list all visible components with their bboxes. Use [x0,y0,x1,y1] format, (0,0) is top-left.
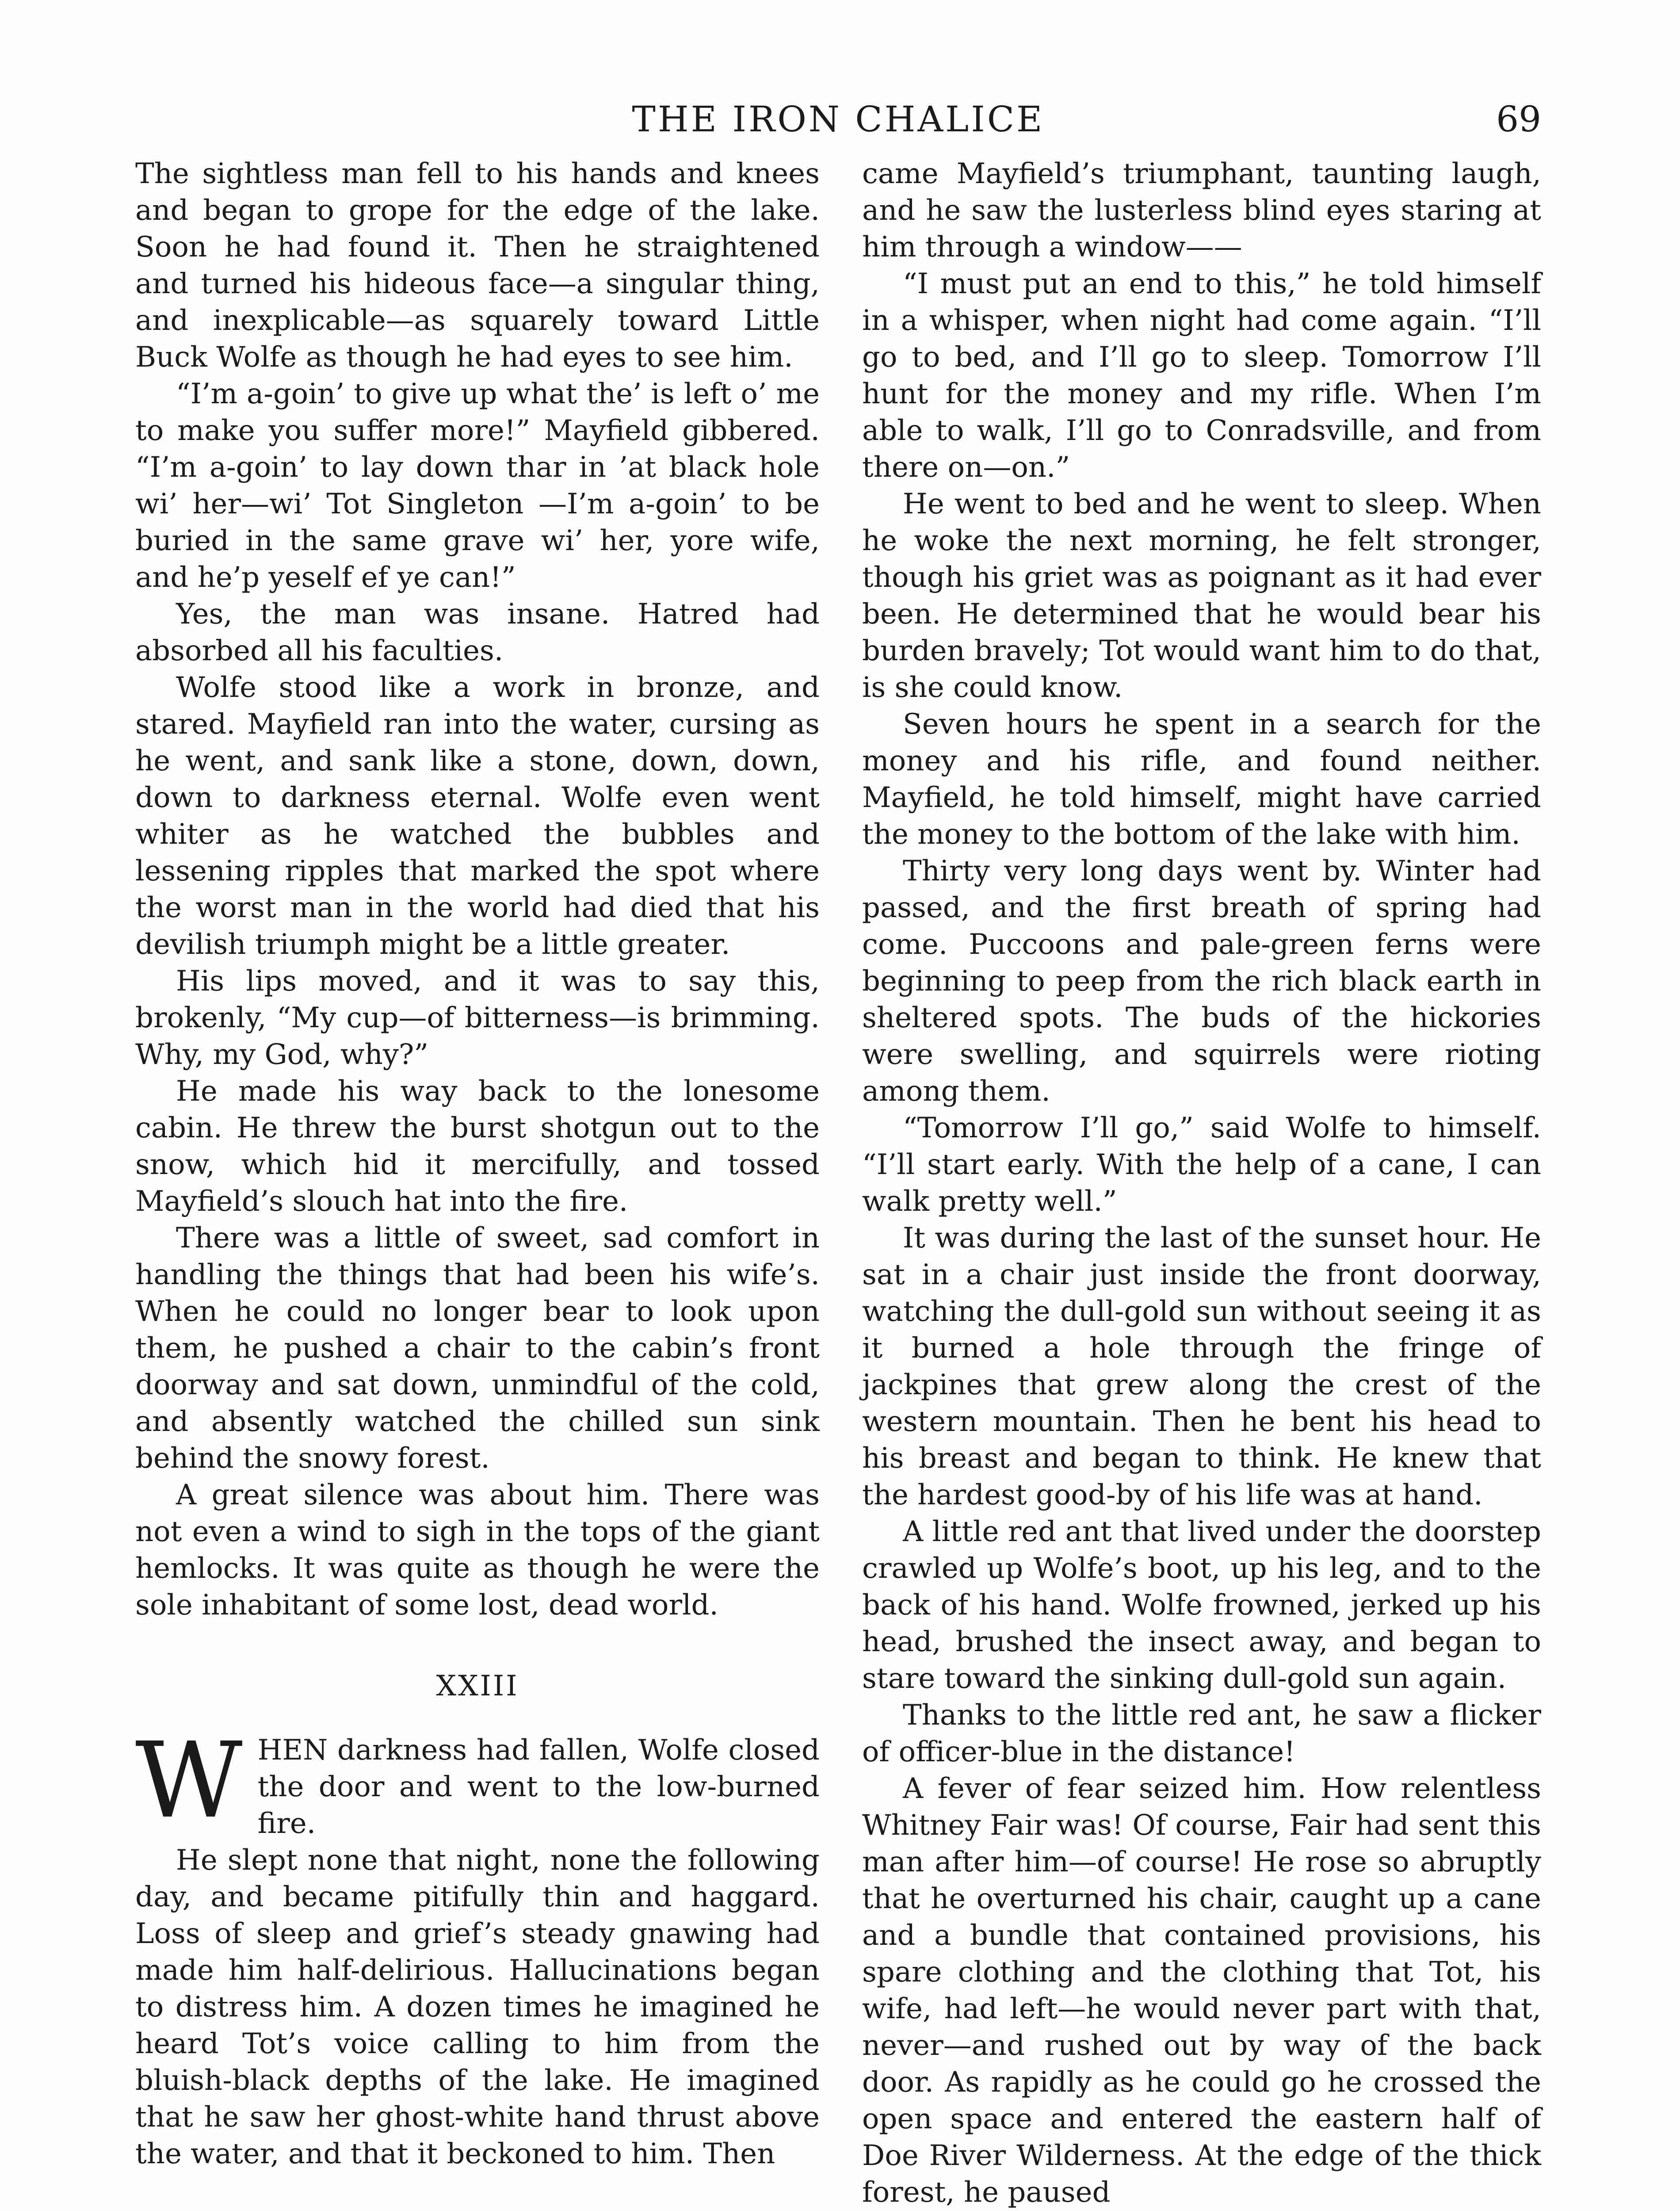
paragraph: He made his way back to the lonesome cabin. He threw the burst shotgun out to the snow, which hid it mercifully, and tossed Mayfield’s slouch hat into the fire. [135,1075,820,1218]
paragraph: He slept none that night, none the following day, and became pitifully thin and haggard. Loss of sleep and grief’s steady gnawing had made him half-delirious. Hallucinations began to distress him. A dozen times he imagined he heard Tot’s voice calling to him from the bluish-black depths of the lake. He imagined that he saw her ghost-white hand thrust above the water, and that it beckoned to him. Then [135,1844,820,2170]
running-title: THE IRON CHALICE [632,99,1045,140]
paragraph: The sightless man fell to his hands and knees and began to grope for the edge of the lake. Soon he had found it. Then he straightened and turned his hideous face—a singular thing, and inexplicable—as squarely toward Little Buck Wolfe as though he had eyes to see him. [135,157,820,374]
paragraph: It was during the last of the sunset hour. He sat in a chair just inside the front doorway, watching the dull-gold sun without seeing it as it burned a hole through the fringe of jackpines that grew along the crest of the western mountain. Then he bent his head to his breast and began to think. He knew that the hardest good-by of his life was at hand. [862,1222,1541,1511]
drop-cap: W [135,1720,243,1841]
chapter-opening-paragraph [135,1720,820,1842]
paragraph: Yes, the man was insane. Hatred had absorbed all his faculties. [135,598,820,667]
page-header [135,93,1541,146]
paragraph: His lips moved, and it was to say this, brokenly, “My cup—of bitterness—is brimming. Why, my God, why?” [135,965,820,1071]
paragraph: “I must put an end to this,” he told himself in a whisper, when night had come again. “I’ll go to bed, and I’ll go to sleep. Tomorrow I’ll hunt for the money and my rifle. When I’m able to walk, I’ll go to Conradsville, and from there on—on.” [862,268,1541,484]
left-column [135,156,820,2173]
paragraph: came Mayfield’s triumphant, taunting laugh, and he saw the lusterless blind eyes staring at him through a window—— [862,157,1541,264]
paragraph: Thanks to the little red ant, he saw a flicker of officer-blue in the distance! [862,1699,1541,1768]
paragraph: Seven hours he spent in a search for the money and his rifle, and found neither. Mayfield, he told himself, might have carried the money to the bottom of the lake with him. [862,708,1541,851]
paragraph: Thirty very long days went by. Winter had passed, and the first breath of spring had come. Puccoons and pale-green ferns were beginning to peep from the rich black earth in sheltered spots. The buds of the hickories were swelling, and squirrels were rioting among them. [862,855,1541,1108]
paragraph: “I’m a-goin’ to give up what the’ is left o’ me to make you suffer more!” Mayfield gibbered. “I’m a-goin’ to lay down thar in ’at black hole wi’ her—wi’ Tot Singleton —I’m a-goin’ to be buried in the same grave wi’ her, yore wife, and he’p yeself ef ye can!” [135,378,820,594]
right-column [862,156,1541,2211]
paragraph: A great silence was about him. There was not even a wind to sigh in the tops of the giant hemlocks. It was quite as though he were the sole inhabitant of some lost, dead world. [135,1479,820,1622]
paragraph: Wolfe stood like a work in bronze, and stared. Mayfield ran into the water, cursing as he went, and sank like a stone, down, down, down to darkness eternal. Wolfe even went whiter as he watched the bubbles and lessening ripples that marked the spot where the worst man in the world had died that his devilish triumph might be a little greater. [135,671,820,961]
chapter-heading: XXIII [436,1670,519,1702]
chapter-opening-text: HEN darkness had fallen, Wolfe closed the door and went to the low-burned fire. [257,1734,820,1840]
paragraph: “Tomorrow I’ll go,” said Wolfe to himself. “I’ll start early. With the help of a cane, I can walk pretty well.” [862,1112,1541,1218]
paragraph: A fever of fear seized him. How relentless Whitney Fair was! Of course, Fair had sent this man after him—of course! He rose so abruptly that he overturned his chair, caught up a cane and a bundle that contained provisions, his spare clothing and the clothing that Tot, his wife, had left—he would never part with that, never—and rushed out by way of the back door. As rapidly as he could go he crossed the open space and entered the eastern half of Doe River Wilderness. At the edge of the thick forest, he paused [862,1772,1541,2209]
paragraph: There was a little of sweet, sad comfort in handling the things that had been his wife’s. When he could no longer bear to look upon them, he pushed a chair to the cabin’s front doorway and sat down, unmindful of the cold, and absently watched the chilled sun sink behind the snowy forest. [135,1222,820,1475]
paragraph: A little red ant that lived under the doorstep crawled up Wolfe’s boot, up his leg, and to the back of his hand. Wolfe frowned, jerked up his head, brushed the insect away, and began to stare toward the sinking dull-gold sun again. [862,1515,1541,1695]
paragraph: He went to bed and he went to sleep. When he woke the next morning, he felt stronger, though his griet was as poignant as it had ever been. He determined that he would bear his burden bravely; Tot would want him to do that, is she could know. [862,488,1541,704]
page-number: 69 [1496,99,1541,140]
